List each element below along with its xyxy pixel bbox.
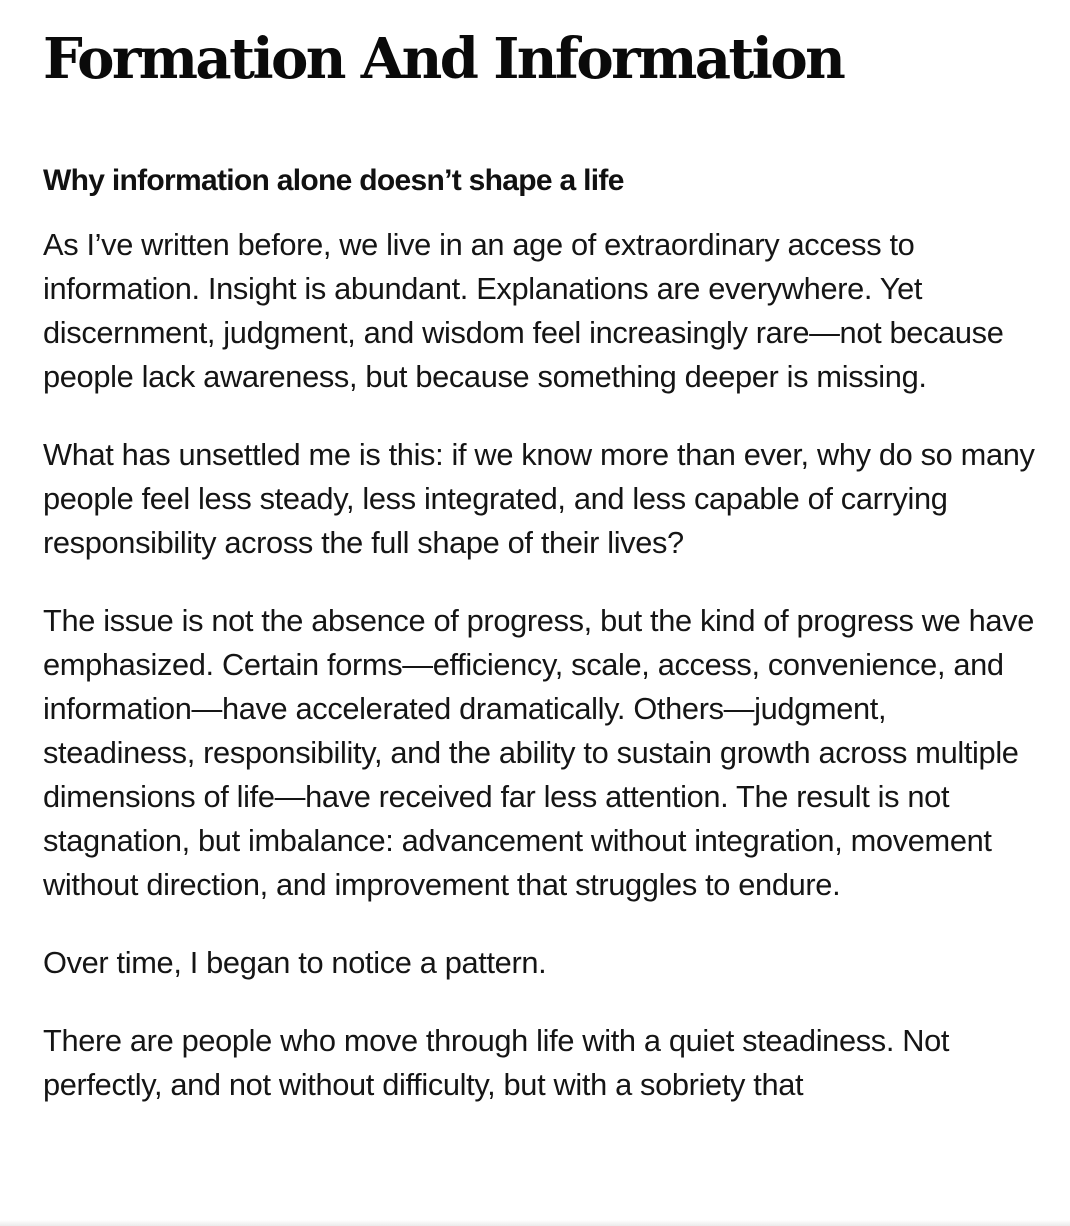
scroll-fade — [0, 1220, 1070, 1226]
paragraph: The issue is not the absence of progress, but the kind of progress we have emphasized. Certain forms—efficiency, scale, access, convenience, and information—have accelerated dramatically. Others—judgment, steadiness, responsibility, and the ability to sustain growth across multiple dimensions of life—have received far less attention. The result is not stagnation, but imbalance: advancement without integration, movement without direction, and improvement that struggles to endure. — [43, 603, 1034, 902]
article-body — [43, 223, 1043, 1107]
article-subtitle: Why information alone doesn’t shape a life — [43, 164, 624, 197]
article — [43, 0, 1043, 1107]
article-title: Formation And Information — [43, 26, 844, 92]
paragraph: What has unsettled me is this: if we know more than ever, why do so many people feel less steady, less integrated, and less capable of carrying responsibility across the full shape of their lives? — [43, 437, 1035, 560]
paragraph: Over time, I began to notice a pattern. — [43, 945, 547, 980]
paragraph: As I’ve written before, we live in an age of extraordinary access to information. Insight is abundant. Explanations are everywhere. Yet discernment, judgment, and wisdom feel increasingly rare—not because people lack awareness, but because something deeper is missing. — [43, 227, 1004, 394]
paragraph: There are people who move through life with a quiet steadiness. Not perfectly, and not without difficulty, but with a sobriety that — [43, 1023, 950, 1102]
